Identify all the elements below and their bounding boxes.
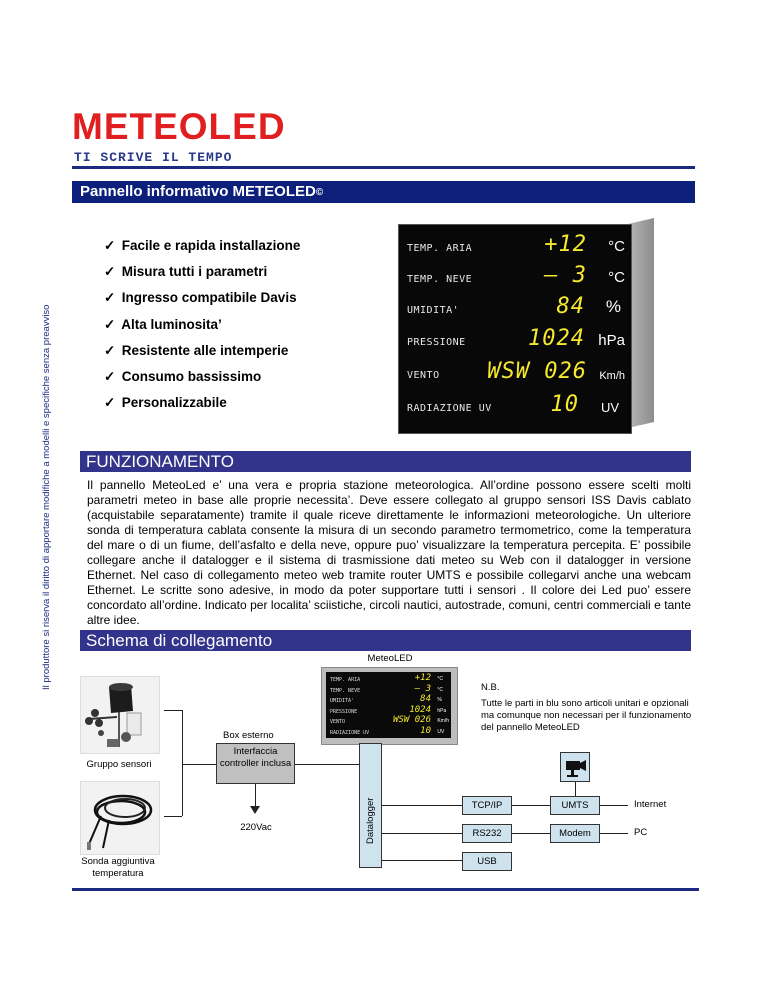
header-rule: [72, 166, 695, 169]
connector-line: [512, 833, 550, 834]
led-row-umidita: UMIDITA' 84 %: [407, 294, 621, 319]
connector-line: [164, 710, 182, 711]
led-panel: [398, 224, 632, 434]
connector-line: [182, 764, 216, 765]
brand-title: METEOLED: [72, 106, 286, 147]
feature-item: ✓ Misura tutti i parametri: [104, 264, 268, 279]
feature-item: ✓ Consumo bassissimo: [104, 369, 262, 384]
sonda-photo: [80, 781, 160, 855]
connector-line: [182, 710, 183, 816]
tcpip-box: TCP/IP: [462, 796, 512, 815]
feature-item: ✓ Personalizzabile: [104, 395, 227, 410]
connector-line: [512, 805, 550, 806]
internet-label: Internet: [634, 799, 667, 810]
gruppo-sensori-photo: [80, 676, 160, 754]
check-icon: ✓: [104, 238, 116, 253]
check-icon: ✓: [104, 264, 116, 279]
feature-item: ✓ Resistente alle intemperie: [104, 343, 289, 358]
section-title-funzionamento: FUNZIONAMENTO: [80, 451, 691, 472]
check-icon: ✓: [104, 290, 116, 305]
meteoled-panel-screen: [326, 672, 451, 738]
gruppo-sensori-label: Gruppo sensori: [86, 759, 152, 770]
meteoled-label: MeteoLED: [367, 653, 413, 664]
check-icon: ✓: [104, 343, 116, 358]
connector-line: [600, 833, 628, 834]
meteoled-panel-frame: [321, 667, 458, 745]
connector-line: [382, 860, 462, 861]
feature-item: ✓ Ingresso compatibile Davis: [104, 290, 297, 305]
connector-line: [295, 764, 359, 765]
interfaccia-controller-box: Interfaccia controller inclusa: [216, 743, 295, 784]
box-esterno-label: Box esterno: [223, 730, 274, 741]
pc-label: PC: [634, 827, 648, 838]
check-icon: ✓: [104, 395, 116, 410]
connector-line: [164, 816, 182, 817]
meteoled-mini-labels: TEMP. ARIA TEMP. NEVE UMIDITA' PRESSIONE VENTO RADIAZIONE UV: [330, 677, 370, 736]
check-icon: ✓: [104, 317, 116, 332]
nb-title: N.B.: [481, 682, 500, 693]
temperature-probe-icon: [81, 782, 159, 854]
webcam-icon: [561, 753, 589, 781]
connector-line: [600, 805, 628, 806]
led-row-vento: VENTO WSW 026 Km/h: [407, 359, 625, 384]
datalogger-box: Datalogger: [359, 743, 382, 868]
feature-item: ✓ Facile e rapida installazione: [104, 238, 301, 253]
meteoled-mini-units: °C °C % hPa Km/h UV: [437, 676, 449, 735]
led-row-temp-neve: TEMP. NEVE – 3 °C: [407, 263, 625, 288]
umts-box: UMTS: [550, 796, 600, 815]
connector-line: [575, 782, 576, 796]
sonda-label: Sonda aggiuntiva temperatura: [81, 856, 155, 879]
section-title-schema: Schema di collegamento: [80, 630, 691, 651]
brand-tagline: TI SCRIVE IL TEMPO: [74, 150, 233, 165]
nb-text: Tutte le parti in blu sono articoli unitari e opzionali ma comunque non necessari per il funzionamento del pannello MeteoLED: [481, 698, 692, 733]
weather-station-icon: [81, 677, 159, 753]
modem-box: Modem: [550, 824, 600, 843]
power-arrow-icon: [250, 806, 260, 814]
connector-line: [382, 805, 462, 806]
section-title-pannello: Pannello informativo METEOLED©: [72, 181, 695, 203]
funzionamento-text: Il pannello MeteoLed e’ una vera e propria stazione meteorologica. All’ordine possono essere scelti molti parametri meteo in base alle proprie necessita’. Deve essere collegato al gruppo sensori ISS Davis cablato (acquistabile separatamente) tramite il quale riceve direttamente le informazioni meteorologiche. Un ulteriore sonda di temperatura cablata consente la misura di un secondo parametro termometrico, come la temperatura del mare o di un fiume, dell’asfalto e della neve, oppure puo’ visualizzare la temperatura percepita. E’ possibile collegare anche il datalogger e il sistema di trasmissione dati meteo su Web con il datalogger in versione Ethernet. Nel caso di collegamento meteo web tramite router UMTS e possibile collegarvi anche una webcam Ethernet. Le scritte sono adesive, in modo da poter supportare tutti i sensori . Il colore dei Led puo’ essere concordato all’ordine. Indicato per localita’ sciistiche, circoli nautici, autostrade, comuni, centri commerciali e tante altre idee.: [87, 478, 691, 627]
connector-line: [382, 833, 462, 834]
footer-rule: [72, 888, 699, 891]
webcam-box: [560, 752, 590, 782]
led-row-pressione: PRESSIONE 1024 hPa: [407, 326, 625, 351]
led-row-temp-aria: TEMP. ARIA +12 °C: [407, 232, 625, 257]
led-row-radiazione-uv: RADIAZIONE UV 10 UV: [407, 392, 619, 417]
rs232-box: RS232: [462, 824, 512, 843]
power-label: 220Vac: [240, 822, 272, 833]
usb-box: USB: [462, 852, 512, 871]
check-icon: ✓: [104, 369, 116, 384]
feature-item: ✓ Alta luminosita’: [104, 317, 222, 332]
meteoled-mini-values: +12 – 3 84 1024 WSW 026 10: [393, 673, 431, 736]
